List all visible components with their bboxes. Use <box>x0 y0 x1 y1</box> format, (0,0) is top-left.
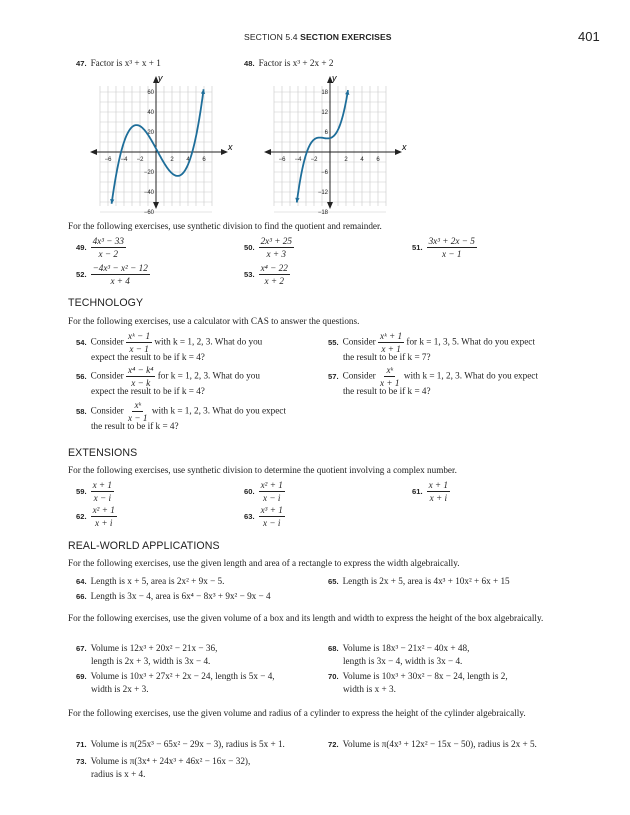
exercise-text-line2: the result to be if k = 4? <box>343 386 431 396</box>
exercise-70 <box>328 670 508 696</box>
exercise-text: Consider <box>90 336 124 347</box>
exercise-number: 51. <box>412 242 423 252</box>
exercise-text: Factor is x³ + x + 1 <box>90 58 161 68</box>
fraction <box>91 505 117 528</box>
y-tick-label: 60 <box>147 90 154 96</box>
exercise-73 <box>76 755 250 781</box>
fraction <box>259 480 285 503</box>
x-tick-label: 6 <box>202 157 206 163</box>
x-tick-label: −6 <box>104 157 112 163</box>
exercise-72 <box>328 738 537 751</box>
fraction <box>91 236 126 259</box>
exercise-text: Length is 3x − 4, area is 6x⁴ − 8x³ + 9x² − 9x − 4 <box>90 591 271 601</box>
exercise-number: 65. <box>328 577 339 586</box>
exercise-number: 61. <box>412 486 423 496</box>
denominator: x + 4 <box>110 276 130 286</box>
exercise-66 <box>76 590 271 603</box>
exercise-number: 72. <box>328 740 339 749</box>
graph-48 <box>262 72 410 216</box>
section-heading-technology: TECHNOLOGY <box>68 297 144 309</box>
exercise-text: for k = 1, 2, 3. What do you <box>157 370 260 381</box>
exercise-65 <box>328 575 510 588</box>
exercise-61 <box>412 480 450 503</box>
y-tick-label: 12 <box>321 110 328 116</box>
numerator: xᵏ + 1 <box>380 331 403 341</box>
numerator: x³ + 1 <box>260 505 283 515</box>
exercise-text: with k = 1, 2, 3. What do you expect <box>403 370 538 381</box>
exercise-number: 64. <box>76 577 87 586</box>
denominator: x + 1 <box>380 378 400 388</box>
exercise-62 <box>76 505 117 528</box>
exercise-text-line2: length is 3x − 4, width is 3x − 4. <box>343 656 463 666</box>
exercise-69 <box>76 670 275 696</box>
x-tick-label: −6 <box>278 157 286 163</box>
y-tick-label: 18 <box>321 90 328 96</box>
header-title: SECTION EXERCISES <box>300 32 392 42</box>
exercise-number: 59. <box>76 486 87 496</box>
exercise-text: with k = 1, 2, 3. What do you <box>154 336 263 347</box>
x-tick-label: −4 <box>120 157 128 163</box>
exercise-text: Volume is 18x³ − 21x² − 40x + 48, <box>342 643 470 653</box>
exercise-52 <box>76 263 150 286</box>
instructions-cylinder: For the following exercises, use the given volume and radius of a cylinder to express the height of the cylinder algebraically. <box>68 708 526 718</box>
y-axis-label: y <box>332 73 337 83</box>
exercise-64 <box>76 575 224 588</box>
axes <box>90 76 228 209</box>
x-axis-label: x <box>228 142 233 152</box>
graph-47 <box>88 72 236 216</box>
exercise-number: 47. <box>76 59 87 68</box>
fraction <box>259 505 285 528</box>
exercise-60 <box>244 480 285 503</box>
exercise-number: 56. <box>76 371 87 381</box>
exercise-text-line2: the result to be if k = 7? <box>343 352 431 362</box>
exercise-number: 50. <box>244 242 255 252</box>
exercise-text-line2: the result to be if k = 4? <box>91 421 179 431</box>
curve <box>294 90 348 202</box>
numerator: x⁴ − 22 <box>260 263 288 273</box>
y-tick-label: 40 <box>147 110 154 116</box>
numerator: 4x³ − 33 <box>92 236 124 246</box>
x-tick-label: −4 <box>294 157 302 163</box>
denominator: x + 2 <box>264 276 284 286</box>
numerator: x⁴ − k⁴ <box>128 365 154 375</box>
exercise-text: Volume is 10x³ + 30x² − 8x − 24, length is 2, <box>342 671 508 681</box>
exercise-text-line2: width is 2x + 3. <box>91 684 149 694</box>
exercise-text: Volume is π(4x³ + 12x² − 15x − 50), radius is 2x + 5. <box>342 739 537 749</box>
exercise-59 <box>76 480 114 503</box>
numerator: x² + 1 <box>92 505 115 515</box>
exercise-text: Consider <box>90 405 124 416</box>
x-tick-label: 2 <box>344 157 348 163</box>
exercise-text-line2: width is x + 3. <box>343 684 396 694</box>
page-number: 401 <box>578 29 600 44</box>
exercise-text-line2: expect the result to be if k = 4? <box>91 352 205 362</box>
numerator: x + 1 <box>428 480 449 490</box>
exercise-number: 73. <box>76 757 87 766</box>
y-tick-label: −40 <box>143 190 154 196</box>
denominator: x − 1 <box>441 249 462 259</box>
numerator: xᵏ <box>386 365 394 375</box>
exercise-number: 62. <box>76 511 87 521</box>
exercise-text: Volume is 12x³ + 20x² − 21x − 36, <box>90 643 218 653</box>
y-tick-label: −60 <box>143 210 154 216</box>
numerator: 3x³ + 2x − 5 <box>428 236 475 246</box>
exercise-55 <box>328 331 535 364</box>
denominator: x − 1 <box>129 344 149 354</box>
y-tick-label: −20 <box>143 170 154 176</box>
exercise-number: 52. <box>76 269 87 279</box>
exercise-number: 69. <box>76 672 87 681</box>
numerator: 2x³ + 25 <box>260 236 292 246</box>
exercise-text-line2: radius is x + 4. <box>91 769 146 779</box>
axes <box>264 76 402 209</box>
exercise-number: 54. <box>76 337 87 347</box>
exercise-number: 48. <box>244 59 255 68</box>
y-axis-label: y <box>158 73 163 83</box>
exercise-text-line2: length is 2x + 3, width is 3x − 4. <box>91 656 211 666</box>
x-tick-label: −2 <box>136 157 144 163</box>
denominator: x + i <box>429 493 448 503</box>
numerator: x + 1 <box>92 480 113 490</box>
exercise-49 <box>76 236 126 259</box>
x-axis-label: x <box>402 142 407 152</box>
denominator: x − i <box>93 493 112 503</box>
exercise-text: Consider <box>342 336 376 347</box>
exercise-text: Volume is π(25x³ − 65x² − 29x − 3), radius is 5x + 1. <box>90 739 285 749</box>
exercise-number: 63. <box>244 511 255 521</box>
fraction <box>91 480 114 503</box>
exercise-63 <box>244 505 285 528</box>
header-section: SECTION 5.4 <box>244 32 298 42</box>
instructions-box: For the following exercises, use the given volume of a box and its length and width to express the height of the box algebraically. <box>68 613 544 623</box>
numerator: xᵏ <box>134 400 142 410</box>
exercise-number: 57. <box>328 371 339 381</box>
exercise-number: 67. <box>76 644 87 653</box>
fraction <box>427 236 477 259</box>
exercise-71 <box>76 738 285 751</box>
denominator: x − 2 <box>98 249 118 259</box>
x-tick-label: 4 <box>186 157 190 163</box>
exercise-47 <box>76 57 161 70</box>
section-heading-extensions: EXTENSIONS <box>68 447 138 459</box>
exercise-number: 58. <box>76 406 87 416</box>
denominator: x + 1 <box>381 344 401 354</box>
exercise-number: 68. <box>328 644 339 653</box>
x-tick-label: 2 <box>170 157 174 163</box>
y-tick-label: 20 <box>147 130 154 136</box>
numerator: xᵏ − 1 <box>128 331 151 341</box>
instructions-rectangle: For the following exercises, use the given length and area of a rectangle to express the width algebraically. <box>68 558 460 568</box>
tick-labels <box>279 90 381 216</box>
exercise-number: 55. <box>328 337 339 347</box>
exercise-67 <box>76 642 217 668</box>
exercise-number: 60. <box>244 486 255 496</box>
y-tick-label: −6 <box>321 170 328 176</box>
exercise-57 <box>328 365 538 398</box>
denominator: x − i <box>262 493 281 503</box>
exercise-number: 53. <box>244 269 255 279</box>
y-tick-label: 6 <box>324 130 328 136</box>
fraction <box>427 480 450 503</box>
fraction <box>259 236 294 259</box>
curve <box>112 89 204 204</box>
exercise-48 <box>244 57 333 70</box>
exercise-50 <box>244 236 294 259</box>
instructions-extensions: For the following exercises, use synthetic division to determine the quotient involving a complex number. <box>68 465 457 475</box>
denominator: x − 1 <box>128 413 148 423</box>
exercise-text-line2: expect the result to be if k = 4? <box>91 386 205 396</box>
exercise-51 <box>412 236 477 259</box>
exercise-number: 66. <box>76 592 87 601</box>
exercise-text: for k = 1, 3, 5. What do you expect <box>406 336 535 347</box>
denominator: x + i <box>94 518 113 528</box>
exercise-text: with k = 1, 2, 3. What do you expect <box>151 405 286 416</box>
denominator: x − k <box>131 378 151 388</box>
exercise-text: Length is 2x + 5, area is 4x³ + 10x² + 6x + 15 <box>342 576 510 586</box>
instructions-technology: For the following exercises, use a calculator with CAS to answer the questions. <box>68 316 360 326</box>
exercise-53 <box>244 263 290 286</box>
exercise-text: Volume is 10x³ + 27x² + 2x − 24, length is 5x − 4, <box>90 671 275 681</box>
running-header <box>244 32 392 42</box>
denominator: x + 3 <box>266 249 286 259</box>
exercise-number: 70. <box>328 672 339 681</box>
exercise-text: Volume is π(3x⁴ + 24x³ + 46x² − 16x − 32), <box>90 756 251 766</box>
y-tick-label: −18 <box>317 210 328 216</box>
exercise-56 <box>76 365 260 398</box>
exercise-number: 49. <box>76 242 87 252</box>
section-heading-real-world: REAL-WORLD APPLICATIONS <box>68 540 220 552</box>
fraction <box>259 263 290 286</box>
exercise-68 <box>328 642 469 668</box>
denominator: x − i <box>262 518 281 528</box>
x-tick-label: −2 <box>310 157 318 163</box>
numerator: −4x³ − x² − 12 <box>92 263 148 273</box>
numerator: x² + 1 <box>260 480 283 490</box>
exercise-text: Consider <box>342 370 376 381</box>
x-tick-label: 4 <box>360 157 364 163</box>
exercise-text: Length is x + 5, area is 2x² + 9x − 5. <box>90 576 225 586</box>
exercise-number: 71. <box>76 740 87 749</box>
instructions-synthetic: For the following exercises, use synthetic division to find the quotient and remainder. <box>68 221 382 231</box>
y-tick-label: −12 <box>317 190 328 196</box>
exercise-58 <box>76 400 286 433</box>
x-tick-label: 6 <box>376 157 380 163</box>
exercise-text: Consider <box>90 370 124 381</box>
exercise-text: Factor is x³ + 2x + 2 <box>258 58 334 68</box>
fraction <box>91 263 150 286</box>
exercise-54 <box>76 331 262 364</box>
